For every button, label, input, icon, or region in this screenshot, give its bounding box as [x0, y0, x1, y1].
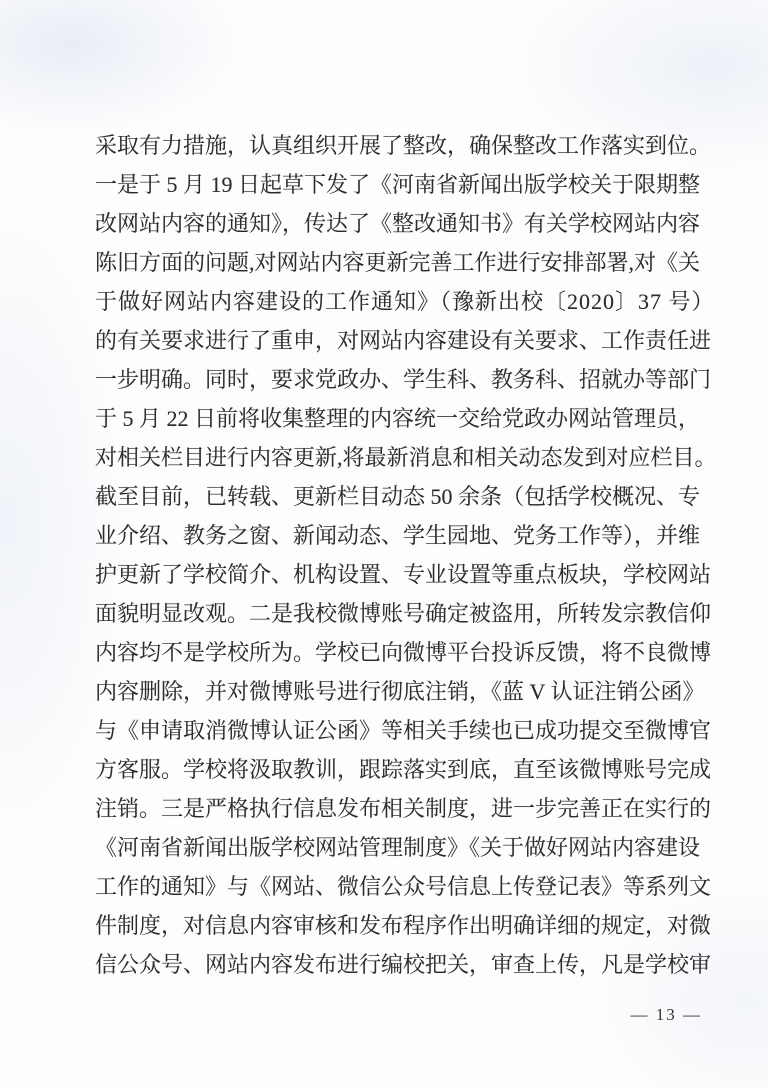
- text-line: 护更新了学校简介、机构设置、专业设置等重点板块，学校网站: [95, 562, 712, 587]
- text-line: 改网站内容的通知》，传达了《整改通知书》有关学校网站内容: [95, 211, 701, 236]
- text-line: 内容删除，并对微博账号进行彻底注销，《蓝 V 认证注销公函》: [95, 679, 705, 704]
- text-line: 《河南省新闻出版学校网站管理制度》《关于做好网站内容建设: [95, 835, 701, 860]
- text-line: 于 5 月 22 日前将收集整理的内容统一交给党政办网站管理员，: [95, 406, 701, 431]
- text-line: 注销。三是严格执行信息发布相关制度，进一步完善正在实行的: [95, 796, 712, 821]
- text-line: 信公众号、网站内容发布进行编校把关，审查上传，凡是学校审: [95, 952, 712, 977]
- text-line: 一步明确。同时，要求党政办、学生科、教务科、招就办等部门: [95, 367, 712, 392]
- text-line: 的有关要求进行了重申，对网站内容建设有关要求、工作责任进: [95, 328, 712, 353]
- text-line: 面貌明显改观。二是我校微博账号确定被盗用，所转发宗教信仰: [95, 601, 712, 626]
- text-line: 对相关栏目进行内容更新,将最新消息和相关动态发到对应栏目。: [95, 445, 717, 470]
- text-line: 一是于 5 月 19 日起草下发了《河南省新闻出版学校关于限期整: [95, 172, 701, 197]
- page-footer: [631, 1005, 703, 1025]
- text-line: 与《申请取消微博认证公函》等相关手续也已成功提交至微博官: [95, 718, 712, 743]
- text-line: 采取有力措施，认真组织开展了整改，确保整改工作落实到位。: [95, 133, 712, 158]
- text-line: 截至目前，已转载、更新栏目动态 50 余条（包括学校概况、专: [95, 484, 701, 509]
- text-line: 方客服。学校将汲取教训，跟踪落实到底，直至该微博账号完成: [95, 757, 712, 782]
- text-line: 工作的通知》与《网站、微信公众号信息上传登记表》等系列文: [95, 874, 712, 899]
- text-line: 内容均不是学校所为。学校已向微博平台投诉反馈，将不良微博: [95, 640, 712, 665]
- body-text: [95, 126, 717, 984]
- text-line: 于做好网站内容建设的工作通知》（豫新出校〔2020〕37 号）: [95, 289, 715, 314]
- text-line: 陈旧方面的问题,对网站内容更新完善工作进行安排部署,对《关: [95, 250, 701, 275]
- page-number: — 13 —: [630, 1005, 702, 1024]
- text-line: 业介绍、教务之窗、新闻动态、学生园地、党务工作等），并维: [95, 523, 701, 548]
- text-line: 件制度，对信息内容审核和发布程序作出明确详细的规定，对微: [95, 913, 712, 938]
